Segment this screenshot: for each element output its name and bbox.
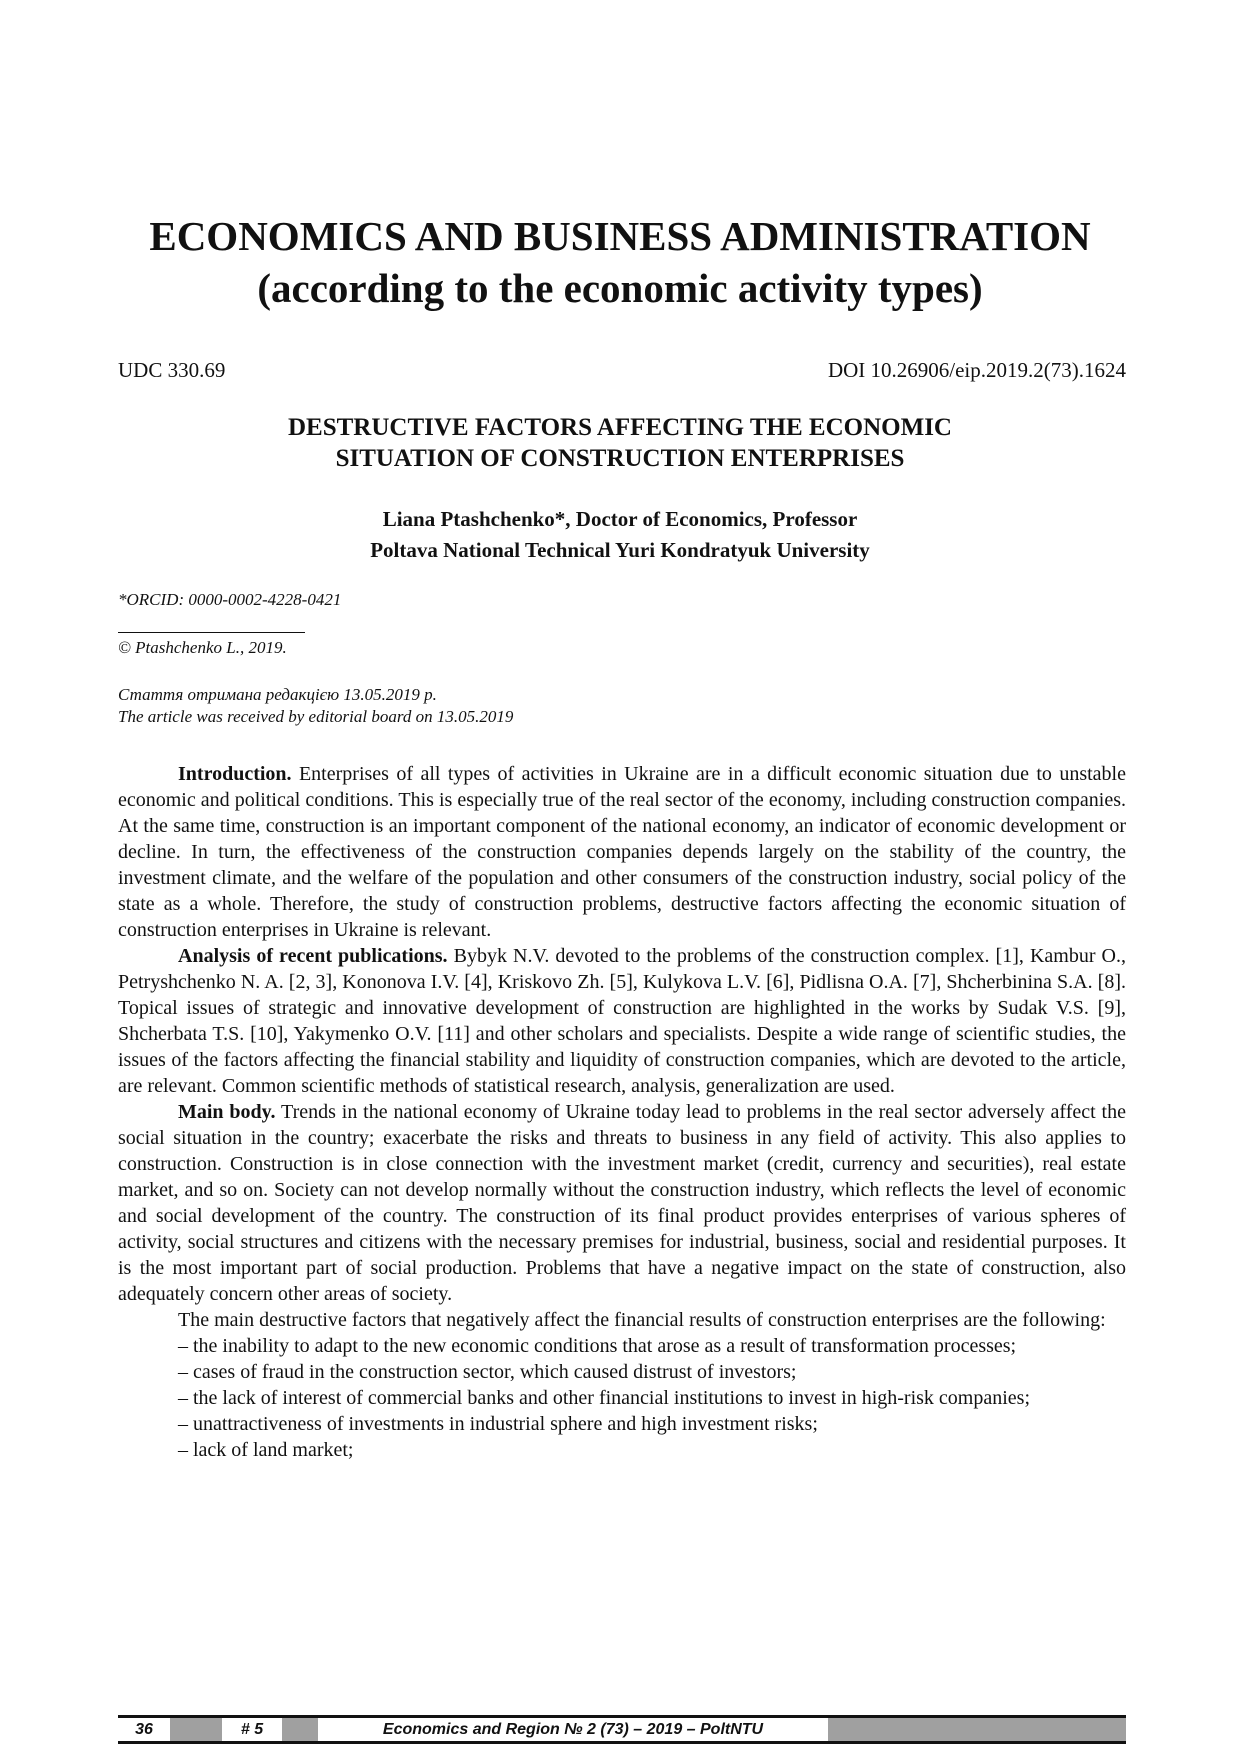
udc-code: UDC 330.69 xyxy=(118,358,226,382)
main-body-text: Trends in the national economy of Ukraine today lead to problems in the real sector adversely affect the social situation in the country; exacerbate the risks and threats to business in any field of activity. This also applies to construction. Construction is in close connection with the investment market (credit, currency and securities), real estate market, and so on. Society can not develop normally without the construction industry, which reflects the level of economic and social development of the country. The construction of its final product provides enterprises of various spheres of activity, social structures and citizens with the necessary premises for industrial, business, social and residential purposes. It is the most important part of social production. Problems that have a negative impact on the state of construction, also adequately concern other areas of society. xyxy=(118,1101,1126,1305)
analysis-label: Analysis of recent publications. xyxy=(178,945,448,967)
copyright: © Ptashchenko L., 2019. xyxy=(118,638,287,657)
article-title-line-2: SITUATION OF CONSTRUCTION ENTERPRISES xyxy=(335,445,905,472)
section-title xyxy=(100,210,1140,314)
issue-number: # 5 xyxy=(240,1720,264,1738)
received-date-ua: Стаття отримана редакцією 13.05.2019 р. xyxy=(118,685,437,704)
introduction-label: Introduction. xyxy=(178,763,292,785)
article-title-line-1: DESTRUCTIVE FACTORS AFFECTING THE ECONOMIC xyxy=(287,414,952,441)
section-title-line-1: ECONOMICS AND BUSINESS ADMINISTRATION xyxy=(149,213,1091,259)
factor-item: – cases of fraud in the construction sector, which caused distrust of investors; xyxy=(178,1361,797,1383)
orcid: *ORCID: 0000-0002-4228-0421 xyxy=(118,590,342,609)
received-date-en: The article was received by editorial board on 13.05.2019 xyxy=(118,707,514,726)
section-title-line-2: (according to the economic activity types) xyxy=(257,265,983,311)
author-block xyxy=(160,504,1080,566)
doi: DOI 10.26906/eip.2019.2(73).1624 xyxy=(827,358,1126,382)
author-affiliation: Poltava National Technical Yuri Kondratyuk University xyxy=(370,538,870,562)
factors-intro-paragraph: The main destructive factors that negatively affect the financial results of construction enterprises are the following: xyxy=(178,1309,1106,1331)
footer-shade-1 xyxy=(170,1718,222,1741)
footer-shade-3 xyxy=(828,1718,1126,1741)
footer-shade-2 xyxy=(282,1718,318,1741)
introduction-text: Enterprises of all types of activities in Ukraine are in a difficult economic situation due to unstable economic and political conditions. This is especially true of the real sector of the economy, including construction companies. At the same time, construction is an important component of the national economy, an indicator of economic development or decline. In turn, the effectiveness of the construction companies depends largely on the stability of the country, the investment climate, and the welfare of the population and other consumers of the construction industry, social policy of the state as a whole. Therefore, the study of construction problems, destructive factors affecting the economic situation of construction enterprises in Ukraine is relevant. xyxy=(118,763,1126,941)
analysis-text: Bybyk N.V. devoted to the problems of the construction complex. [1], Kambur O., Petryshchenko N. A. [2, 3], Kononova I.V. [4], Kriskovo Zh. [5], Kulykova L.V. [6], Pidlisna O.A. [7], Shcherbinina S.A. [8]. Topical issues of strategic and innovative development of construction are highlighted in the works by Sudak V.S. [9], Shcherbata T.S. [10], Yakymenko O.V. [11] and other scholars and specialists. Despite a wide range of scientific studies, the issues of the factors affecting the financial stability and liquidity of construction companies, which are devoted to the article, are relevant. Common scientific methods of statistical research, analysis, generalization are used. xyxy=(118,945,1126,1097)
factor-item: – lack of land market; xyxy=(178,1439,354,1461)
journal-name: Economics and Region № 2 (73) – 2019 – PoltNTU xyxy=(382,1720,764,1738)
footnote-divider xyxy=(118,632,305,633)
received-date-block xyxy=(118,684,513,728)
introduction-paragraph xyxy=(118,761,1126,943)
factor-item: – the lack of interest of commercial banks and other financial institutions to invest in high-risk companies; xyxy=(178,1387,1031,1409)
author-name: Liana Ptashchenko*, Doctor of Economics, Professor xyxy=(382,507,858,531)
factor-item: – unattractiveness of investments in industrial sphere and high investment risks; xyxy=(178,1413,818,1435)
analysis-paragraph xyxy=(118,943,1126,1099)
factor-item: – the inability to adapt to the new economic conditions that arose as a result of transformation processes; xyxy=(178,1335,1017,1357)
main-body-label: Main body. xyxy=(178,1101,276,1123)
article-body xyxy=(118,761,1126,1463)
meta-row xyxy=(118,358,1126,383)
page-footer xyxy=(118,1715,1126,1744)
article-title xyxy=(160,412,1080,474)
main-body-paragraph xyxy=(118,1099,1126,1307)
page-number: 36 xyxy=(135,1720,153,1738)
